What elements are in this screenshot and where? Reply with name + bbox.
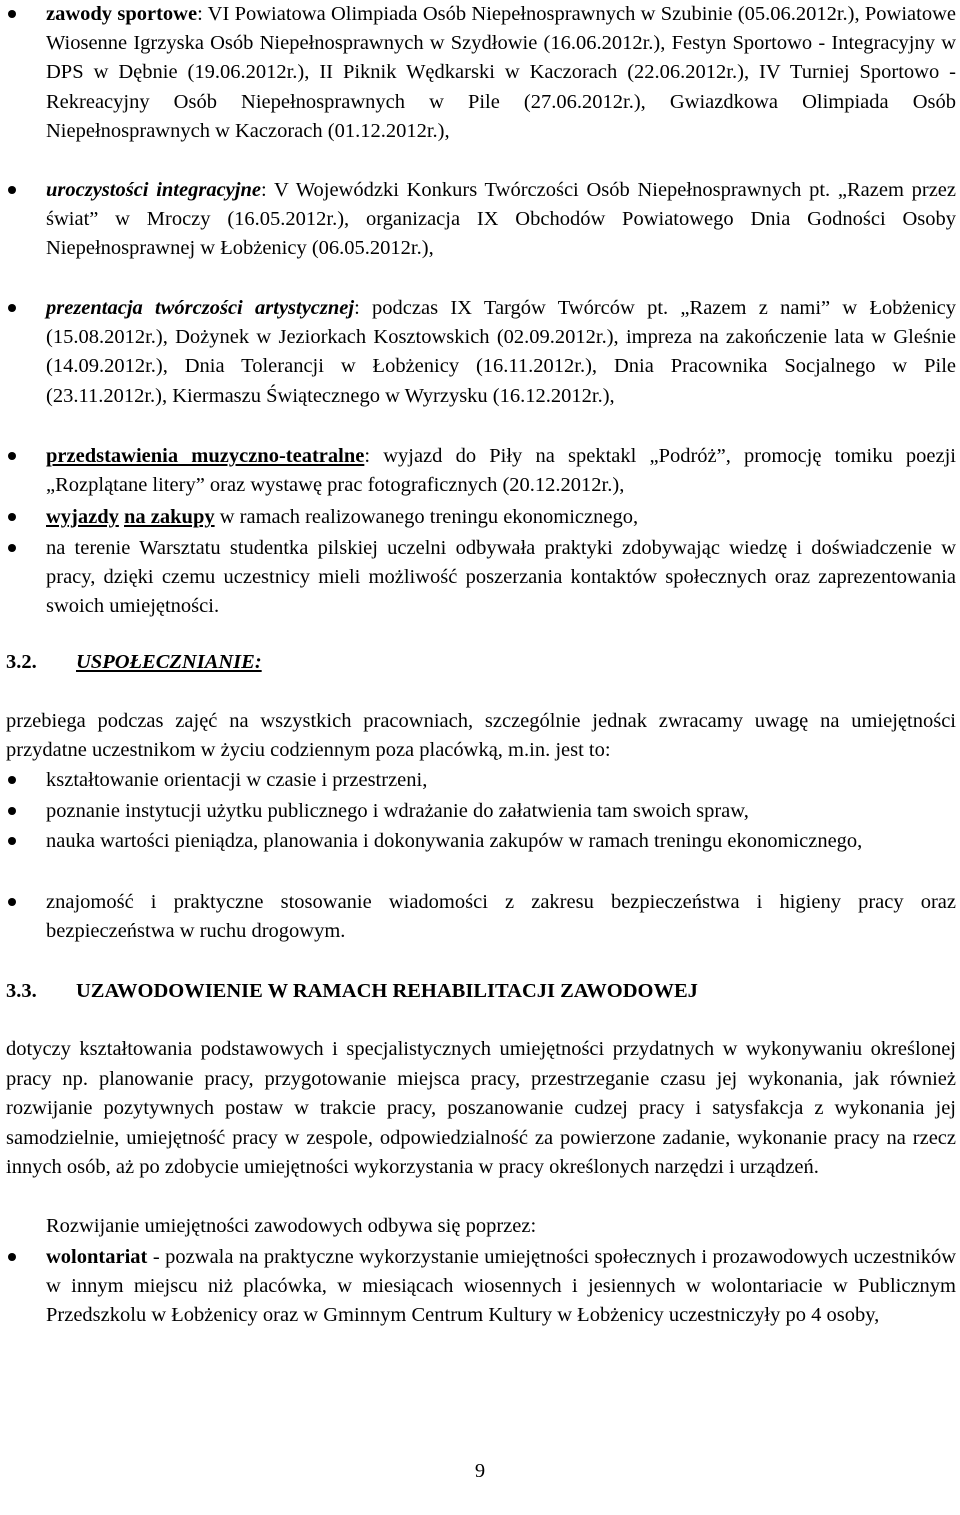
bullet-icon (8, 186, 16, 194)
list-item (46, 1243, 956, 1331)
item-lead: wyjazdy (46, 506, 119, 528)
item-text: znajomość i praktyczne stosowanie wiadomości z zakresu bezpieczeństwa i higieny pracy oraz bezpieczeństwa w ruchu drogowym. (46, 891, 956, 943)
item-text: : wyjazd do Piły na spektakl „Podróż”, promocję tomiku poezji „Rozplątane litery” oraz wystawę prac fotograficznych (20.12.2012r.), (46, 445, 956, 497)
list-item (46, 766, 956, 795)
item-lead: zawody sportowe (46, 3, 198, 25)
list-item (46, 534, 956, 622)
bullet-icon (8, 898, 16, 906)
bullet-icon (8, 776, 16, 784)
item-lead: na zakupy (124, 506, 215, 528)
item-text: - pozwala na praktyczne wykorzystanie umiejętności społecznych i prozawodowych uczestników w innym miejscu niż placówka, w miesiącach wiosennych i jesiennych w wolontariacie w Publicznym Przedszkolu w Łobżenicy oraz w Gminnym Centrum Kultury w Łobżenicy uczestniczyły po 4 osoby, (46, 1246, 956, 1327)
section-heading (0, 977, 960, 1007)
section-number: 3.3. (6, 980, 37, 1002)
paragraph-text: dotyczy kształtowania podstawowych i specjalistycznych umiejętności przydatnych w wykonywaniu określonej pracy np. planowanie pracy, przygotowanie miejsca pracy, przestrzeganie czasu jej wykonania, jak również rozwijanie pozytywnych postaw w trakcie pracy, poszanowanie cudzej pracy i satysfakcja z wykonania jej samodzielnie, umiejętność pracy w zespole, odpowiedzialność za powierzone zadanie, wykonanie pracy na rzecz innych osób, aż po zdobycie umiejętności wykorzystania w pracy określonych narzędzi i urządzeń. (6, 1038, 956, 1178)
page-number: 9 (474, 1460, 486, 1482)
bullet-icon (8, 807, 16, 815)
section-heading (0, 648, 960, 678)
item-text: na terenie Warsztatu studentka pilskiej uczelni odbywała praktyki zdobywając wiedzę i doświadczenie w pracy, dzięki czemu uczestnicy mieli możliwość poszerzania kontaktów społecznych oraz zaprezentowania swoich umiejętności. (46, 537, 956, 618)
item-lead: wolontariat (46, 1246, 148, 1268)
item-text: kształtowanie orientacji w czasie i przestrzeni, (46, 769, 428, 791)
list-item (46, 176, 956, 264)
list-item (46, 827, 956, 856)
bullet-icon (8, 304, 16, 312)
paragraph-text: przebiega podczas zajęć na wszystkich pracowniach, szczególnie jednak zwracamy uwagę na umiejętności przydatne uczestnikom w życiu codziennym poza placówką, m.in. jest to: (6, 710, 956, 762)
list-item (46, 797, 956, 826)
paragraph-text: Rozwijanie umiejętności zawodowych odbywa się poprzez: (46, 1215, 537, 1237)
section-title: USPOŁECZNIANIE: (76, 651, 262, 673)
item-lead: prezentacja twórczości artystycznej (46, 297, 355, 319)
bullet-icon (8, 1253, 16, 1261)
item-text: : VI Powiatowa Olimpiada Osób Niepełnosprawnych w Szubinie (05.06.2012r.), Powiatowe Wiosenne Igrzyska Osób Niepełnosprawnych w Szydłowie (16.06.2012r.), Festyn Sportowo - Integracyjny w DPS w Dębnie (19.06.2012r.), II Piknik Wędkarski w Kaczorach (22.06.2012r.), IV Turniej Sportowo - Rekreacyjny Osób Niepełnosprawnych w Pile (27.06.2012r.), Gwiazdkowa Olimpiada Osób Niepełnosprawnych w Kaczorach (01.12.2012r.), (46, 3, 956, 142)
section-title: UZAWODOWIENIE W RAMACH REHABILITACJI ZAWODOWEJ (76, 980, 698, 1002)
bullet-icon (8, 837, 16, 845)
bullet-icon (8, 10, 16, 18)
item-text: poznanie instytucji użytku publicznego i wdrażanie do załatwienia tam swoich spraw, (46, 800, 749, 822)
item-text: : V Wojewódzki Konkurs Twórczości Osób Niepełnosprawnych pt. „Razem przez świat” w Mroczy (16.05.2012r.), organizacja IX Obchodów Powiatowego Dnia Godności Osoby Niepełnosprawnej w Łobżenicy (06.05.2012r.), (46, 179, 956, 260)
item-lead: przedstawienia muzyczno-teatralne (46, 445, 365, 467)
paragraph (46, 1212, 956, 1241)
paragraph (6, 707, 956, 765)
bullet-icon (8, 544, 16, 552)
item-text: nauka wartości pieniądza, planowania i dokonywania zakupów w ramach treningu ekonomicznego, (46, 830, 863, 852)
list-item (46, 294, 956, 411)
list-item (46, 503, 956, 532)
paragraph (6, 1035, 956, 1183)
section-number: 3.2. (6, 651, 37, 673)
list-item (46, 442, 956, 500)
item-lead: uroczystości integracyjne (46, 179, 261, 201)
bullet-icon (8, 452, 16, 460)
item-text: w ramach realizowanego treningu ekonomicznego, (214, 506, 639, 528)
list-item (46, 888, 956, 946)
bullet-icon (8, 513, 16, 521)
list-item (46, 0, 956, 146)
item-text: : podczas IX Targów Twórców pt. „Razem z nami” w Łobżenicy (15.08.2012r.), Dożynek w Jeziorkach Kosztowskich (02.09.2012r.), impreza na zakończenie lata w Gleśnie (14.09.2012r.), Dnia Tolerancji w Łobżenicy (16.11.2012r.), Dnia Pracownika Socjalnego w Pile (23.11.2012r.), Kiermaszu Świątecznego w Wyrzysku (16.12.2012r.), (46, 297, 957, 407)
